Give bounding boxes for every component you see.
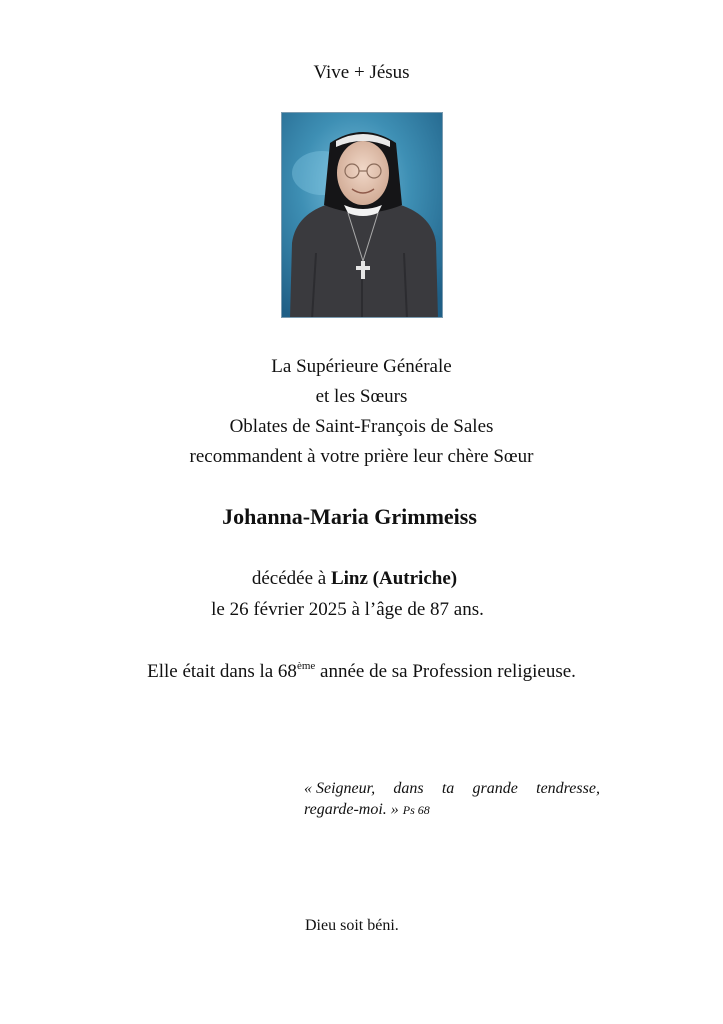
intro-paragraph (0, 352, 723, 472)
portrait-photo (281, 112, 443, 318)
profession-line (0, 661, 723, 683)
death-prefix: décédée à (251, 568, 331, 589)
quote-reference: Ps 68 (402, 803, 430, 817)
invocation-heading: Vive + Jésus (313, 62, 410, 83)
intro-line: Oblates de Saint-François de Sales (229, 416, 494, 437)
profession-ordinal-suffix: ème (296, 660, 316, 672)
death-date-line: le 26 février 2025 à l’âge de 87 ans. (211, 599, 484, 620)
closing-blessing: Dieu soit béni. (305, 917, 399, 934)
profession-before: Elle était dans la 68 (147, 661, 297, 682)
quote-text-end: regarde-moi. » (304, 801, 399, 818)
death-place: Linz (Autriche) (330, 568, 458, 589)
intro-line: La Supérieure Générale (271, 356, 452, 377)
quote-word: tendresse, (536, 780, 600, 797)
death-place-line (0, 568, 716, 590)
profession-after: année de sa Profession religieuse. (315, 661, 576, 682)
deceased-name: Johanna-Maria Grimmeiss (222, 504, 477, 529)
intro-line: et les Sœurs (315, 386, 408, 407)
quote-line-2 (304, 799, 600, 821)
quote-word: ta (441, 780, 455, 797)
scripture-quote (304, 778, 600, 821)
quote-word: « Seigneur, (304, 780, 376, 797)
quote-line-1 (304, 778, 600, 799)
quote-word: grande (472, 780, 518, 797)
intro-line: recommandent à votre prière leur chère Sœur (189, 446, 534, 467)
quote-word: dans (393, 780, 424, 797)
